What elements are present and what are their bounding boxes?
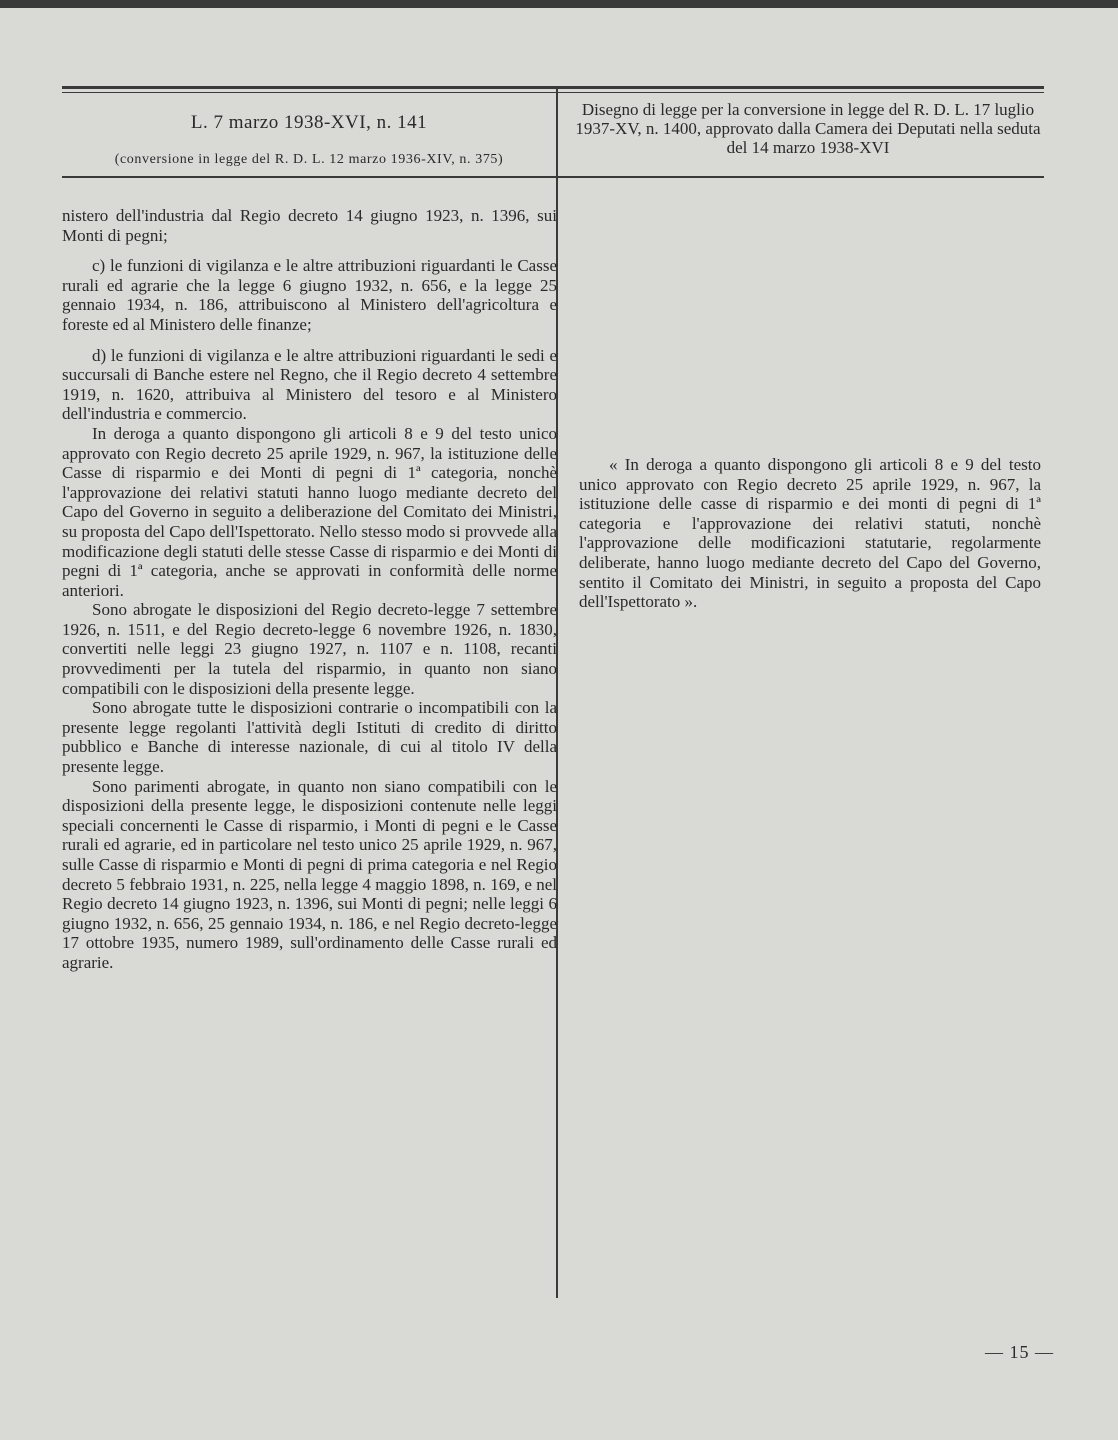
paragraph: Sono abrogate le disposizioni del Regio decreto-legge 7 settembre 1926, n. 1511, e del Regio decreto-legge 6 novembre 1926, n. 1830, convertiti nelle leggi 23 giugno 1927, n. 1107 e n. 1108, recanti provvedimenti per la tutela del risparmio, in quanto non siano compatibili con le disposizioni della presente legge.: [62, 600, 557, 698]
paragraph: d) le funzioni di vigilanza e le altre attribuzioni riguardanti le sedi e succursali di Banche estere nel Regno, che il Regio decreto 4 settembre 1919, n. 1620, attribuiva al Ministero del tesoro e al Ministero dell'industria e commercio.: [62, 345, 557, 424]
header-top-rule: [62, 86, 1044, 89]
paragraph: In deroga a quanto dispongono gli articoli 8 e 9 del testo unico approvato con Regio decreto 25 aprile 1929, n. 967, la istituzione delle Casse di risparmio e dei Monti di pegni di 1ª categoria, nonchè l'approvazione dei relativi statuti hanno luogo mediante decreto del Capo del Governo in seguito a deliberazione del Comitato dei Ministri, su proposta del Capo dell'Ispettorato. Nello stesso modo si provvede alla modificazione degli statuti delle stesse Casse di risparmio e dei Monti di pegni di 1ª categoria, anche se approvati in conformità delle norme anteriori.: [62, 423, 557, 600]
left-header: [62, 112, 556, 168]
paragraph: Sono parimenti abrogate, in quanto non siano compatibili con le disposizioni della presente legge, le disposizioni contenute nelle leggi speciali concernenti le Casse di risparmio, i Monti di pegni e le Casse rurali ed agrarie, ed in particolare nel testo unico 25 aprile 1929, n. 967, sulle Casse di risparmio e Monti di pegni di prima categoria e nel Regio decreto 5 febbraio 1931, n. 225, nella legge 4 maggio 1898, n. 169, e nel Regio decreto 14 giugno 1923, n. 1396, sui Monti di pegni; nelle leggi 6 giugno 1932, n. 656, 25 gennaio 1934, n. 186, e nel Regio decreto-legge 17 ottobre 1935, numero 1989, sull'ordinamento delle Casse rurali ed agrarie.: [62, 776, 557, 972]
paragraph: c) le funzioni di vigilanza e le altre attribuzioni riguardanti le Casse rurali ed agrarie che la legge 6 giugno 1932, n. 656, e la legge 25 gennaio 1934, n. 186, attribuiscono al Ministero dell'agricoltura e foreste ed al Ministero delle finanze;: [62, 256, 557, 334]
header-top-rule-thin: [62, 92, 1044, 93]
page-number: — 15 —: [985, 1342, 1054, 1362]
paragraph: nistero dell'industria dal Regio decreto 14 giugno 1923, n. 1396, sui Monti di pegni;: [62, 206, 557, 245]
right-header-title: Disegno di legge per la conversione in legge del R. D. L. 17 luglio 1937-XV, n. 1400, approvato dalla Camera dei Deputati nella seduta del 14 marzo 1938-XVI: [575, 100, 1041, 157]
left-header-subtitle: (conversione in legge del R. D. L. 12 marzo 1936-XIV, n. 375): [114, 152, 504, 167]
left-column: [62, 206, 557, 973]
right-column: [579, 455, 1041, 612]
paragraph: Sono abrogate tutte le disposizioni contrarie o incompatibili con la presente legge regolanti l'attività degli Istituti di credito di diritto pubblico e Banche di interesse nazionale, di cui al titolo IV della presente legge.: [62, 698, 557, 777]
scan-top-edge: [0, 0, 1118, 8]
header-bottom-rule: [62, 176, 1044, 178]
paragraph: « In deroga a quanto dispongono gli articoli 8 e 9 del testo unico approvato con Regio decreto 25 aprile 1929, n. 967, la istituzione delle casse di risparmio e dei monti di pegni di 1ª categoria e l'approvazione dei relativi statuti, nonchè l'approvazione delle modificazioni statutarie, regolarmente deliberate, hanno luogo mediante decreto del Capo del Governo, sentito il Comitato dei Ministri, in seguito a proposta del Capo dell'Ispettorato ».: [579, 455, 1041, 612]
left-header-title: L. 7 marzo 1938-XVI, n. 141: [190, 112, 428, 133]
